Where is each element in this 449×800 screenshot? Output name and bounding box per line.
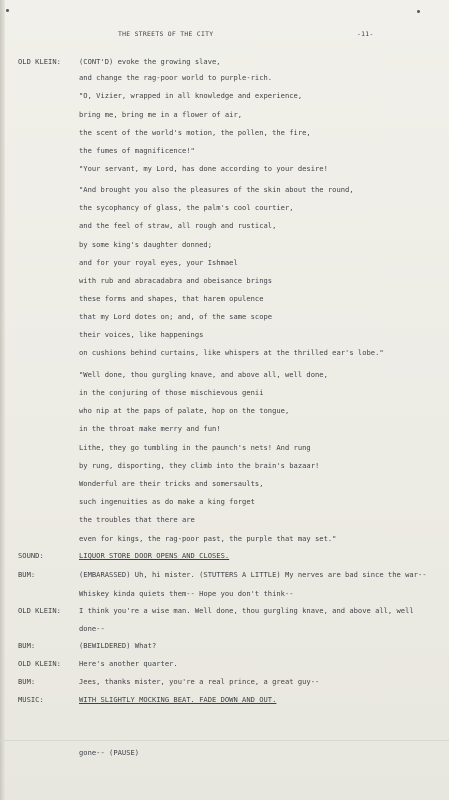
speaker-label: OLD KLEIN: (18, 57, 61, 66)
page-edge (0, 0, 5, 800)
speaker-label: OLD KLEIN: (18, 606, 61, 615)
speaker-label: MUSIC: (18, 695, 44, 704)
footer-line: gone-- (PAUSE) (79, 748, 140, 757)
punch-hole-dot (6, 9, 9, 12)
dialogue-line: Lithe, they go tumbling in the paunch's nets! And rung (79, 443, 311, 452)
speaker-label: BUM: (18, 677, 36, 686)
dialogue-line: and the feel of straw, all rough and rustical, (79, 221, 277, 230)
dialogue-line: Whiskey kinda quiets them-- Hope you don't think-- (79, 589, 294, 598)
stage-direction: LIQUOR STORE DOOR OPENS AND CLOSES. (79, 551, 230, 560)
page-title: THE STREETS OF THE CITY (118, 30, 214, 38)
dialogue-line: Wonderful are their tricks and somersaults, (79, 479, 264, 488)
dialogue-line: (BEWILDERED) What? (79, 641, 157, 650)
dialogue-line: bring me, bring me in a flower of air, (79, 110, 243, 119)
dialogue-line: "And brought you also the pleasures of the skin about the round, (79, 185, 354, 194)
dialogue-line: in the conjuring of those mischievous genii (79, 388, 264, 397)
dialogue-line: by some king's daughter donned; (79, 240, 213, 249)
dialogue-line: Here's another quarter. (79, 659, 178, 668)
dialogue-line: the troubles that there are (79, 515, 195, 524)
speaker-label: BUM: (18, 570, 36, 579)
dialogue-line: I think you're a wise man. Well done, thou gurgling knave, and above all, well (79, 606, 414, 615)
dialogue-line: "Your servant, my Lord, has done according to your desire! (79, 164, 328, 173)
dialogue-line: who nip at the paps of palate, hop on the tongue, (79, 406, 290, 415)
dialogue-line: (EMBARASSED) Uh, hi mister. (STUTTERS A LITTLE) My nerves are bad since the war-- (79, 570, 427, 579)
dialogue-line: and change the rag-poor world to purple-rich. (79, 73, 273, 82)
speaker-label: BUM: (18, 641, 36, 650)
dialogue-line: the sycophancy of glass, the palm's cool courtier, (79, 203, 294, 212)
dialogue-line: Jees, thanks mister, you're a real prince, a great guy-- (79, 677, 320, 686)
dialogue-line: the scent of the world's motion, the pollen, the fire, (79, 128, 311, 137)
speaker-label: SOUND: (18, 551, 44, 560)
page-number: -11- (357, 30, 374, 38)
dialogue-line: (CONT'D) evoke the growing slave, (79, 57, 221, 66)
dialogue-line: their voices, like happenings (79, 330, 204, 339)
dialogue-line: the fumes of magnificence!" (79, 146, 195, 155)
dialogue-line: done-- (79, 624, 105, 633)
dialogue-line: that my Lord dotes on; and, of the same scope (79, 312, 273, 321)
dialogue-line: even for kings, the rag-poor past, the purple that may set." (79, 534, 337, 543)
dialogue-line: on cushions behind curtains, like whispers at the thrilled ear's lobe." (79, 348, 384, 357)
page-fold (0, 740, 449, 741)
dialogue-line: and for your royal eyes, your Ishmael (79, 258, 238, 267)
dialogue-line: by rung, disporting, they climb into the brain's bazaar! (79, 461, 320, 470)
punch-hole-dot (417, 10, 420, 13)
dialogue-line: such ingenuities as do make a king forget (79, 497, 255, 506)
dialogue-line: "Well done, thou gurgling knave, and above all, well done, (79, 370, 328, 379)
dialogue-line: with rub and abracadabra and obeisance brings (79, 276, 273, 285)
dialogue-line: these forms and shapes, that harem opulence (79, 294, 264, 303)
stage-direction: WITH SLIGHTLY MOCKING BEAT. FADE DOWN AND OUT. (79, 695, 277, 704)
speaker-label: OLD KLEIN: (18, 659, 61, 668)
dialogue-line: "O, Vizier, wrapped in all knowledge and experience, (79, 91, 303, 100)
dialogue-line: in the throat make merry and fun! (79, 424, 221, 433)
